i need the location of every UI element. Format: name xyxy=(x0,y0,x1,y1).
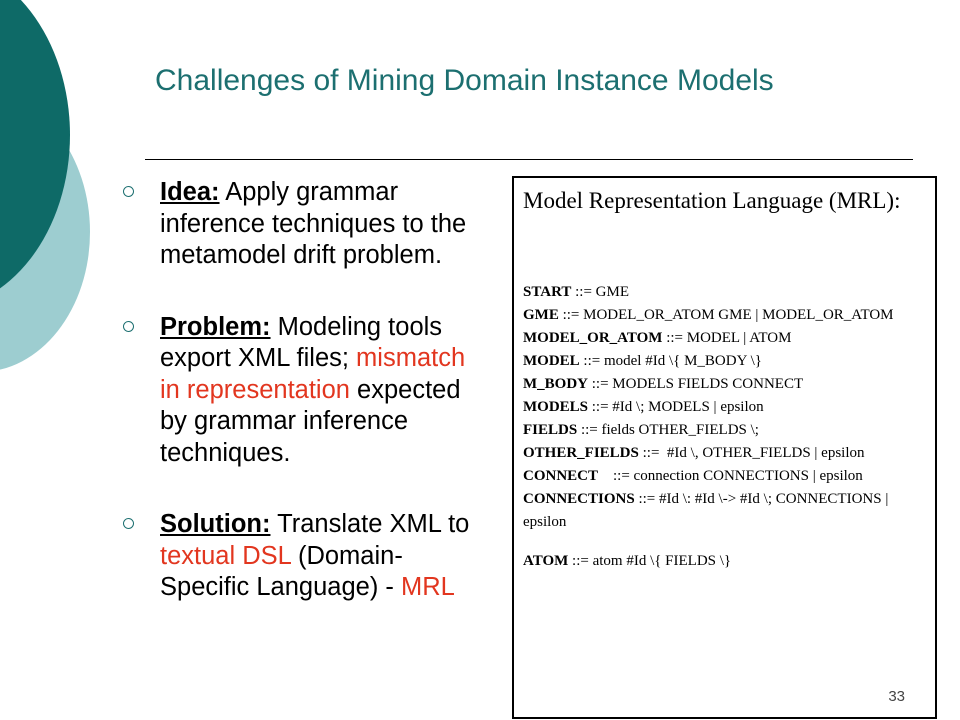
grammar-rule xyxy=(523,396,928,419)
rule-definition: ::= model #Id \{ M_BODY \} xyxy=(579,353,762,369)
bullet-text: Modeling tools export XML files; xyxy=(160,312,443,372)
rule-definition: ::= #Id \; MODELS | epsilon xyxy=(588,399,764,415)
bullet-item xyxy=(120,509,490,604)
bullet-text: (Domain-Specific Language) - xyxy=(160,541,403,601)
bullet-item xyxy=(120,177,490,272)
grammar-rule xyxy=(523,442,928,465)
rule-definition: ::= MODEL_OR_ATOM GME | MODEL_OR_ATOM xyxy=(558,307,894,323)
rule-definition: ::= #Id \, OTHER_FIELDS | epsilon xyxy=(638,445,865,461)
grammar-rule xyxy=(523,550,928,573)
rule-name: MODELS xyxy=(523,399,589,415)
rule-definition: ::= atom #Id \{ FIELDS \} xyxy=(568,553,732,569)
rule-definition: ::= MODEL | ATOM xyxy=(662,330,792,346)
rule-name: MODEL_OR_ATOM xyxy=(523,330,663,346)
rule-name: START xyxy=(523,284,572,300)
bullet-text: expected by grammar inference techniques. xyxy=(160,375,461,467)
rule-name: OTHER_FIELDS xyxy=(523,445,639,461)
bullet-circle-icon xyxy=(123,186,134,197)
bullet-highlight-text: mismatch in representation xyxy=(160,344,466,404)
rule-name: CONNECT xyxy=(523,468,599,484)
rule-definition: ::= GME xyxy=(571,284,630,300)
mrl-heading: Model Representation Language (MRL): xyxy=(523,188,901,213)
grammar-rule xyxy=(523,304,928,327)
title-divider xyxy=(145,159,913,160)
bullet-text: Translate XML to xyxy=(270,510,470,538)
bullet-keyword: Solution: xyxy=(160,510,271,538)
rule-definition: ::= MODELS FIELDS CONNECT xyxy=(588,376,804,392)
mrl-grammar-box xyxy=(512,176,937,719)
bullet-circle-icon xyxy=(123,518,134,529)
rule-name: ATOM xyxy=(523,553,569,569)
bullet-circle-icon xyxy=(123,321,134,332)
grammar-rule xyxy=(523,350,928,373)
grammar-rule xyxy=(523,281,928,304)
rule-definition: ::= fields OTHER_FIELDS \; xyxy=(577,422,759,438)
grammar-rule xyxy=(523,419,928,442)
bullet-highlight-text: textual DSL xyxy=(160,541,291,570)
grammar-rule xyxy=(523,488,928,534)
grammar-rule xyxy=(523,327,928,350)
rule-name: M_BODY xyxy=(523,376,588,392)
mrl-rules xyxy=(523,281,928,573)
rule-name: FIELDS xyxy=(523,422,578,438)
bullet-keyword: Idea: xyxy=(160,178,220,206)
rule-definition: ::= #Id \: #Id \-> #Id \; CONNECTIONS | epsilon xyxy=(523,491,893,530)
bullet-highlight-text: MRL xyxy=(400,573,455,601)
slide-number: 33 xyxy=(888,688,905,705)
rule-name: GME xyxy=(523,307,559,323)
rule-definition: ::= connection CONNECTIONS | epsilon xyxy=(598,468,863,484)
rule-name: MODEL xyxy=(523,353,580,369)
grammar-rule xyxy=(523,373,928,396)
bullet-keyword: Problem: xyxy=(160,312,271,341)
rule-name: CONNECTIONS xyxy=(523,491,635,507)
bullet-text: Apply grammar inference techniques to the metamodel drift problem. xyxy=(160,178,467,269)
grammar-rule xyxy=(523,465,928,488)
bullet-list xyxy=(120,177,490,604)
slide-title: Challenges of Mining Domain Instance Models xyxy=(155,64,774,97)
bullet-item xyxy=(120,312,490,470)
